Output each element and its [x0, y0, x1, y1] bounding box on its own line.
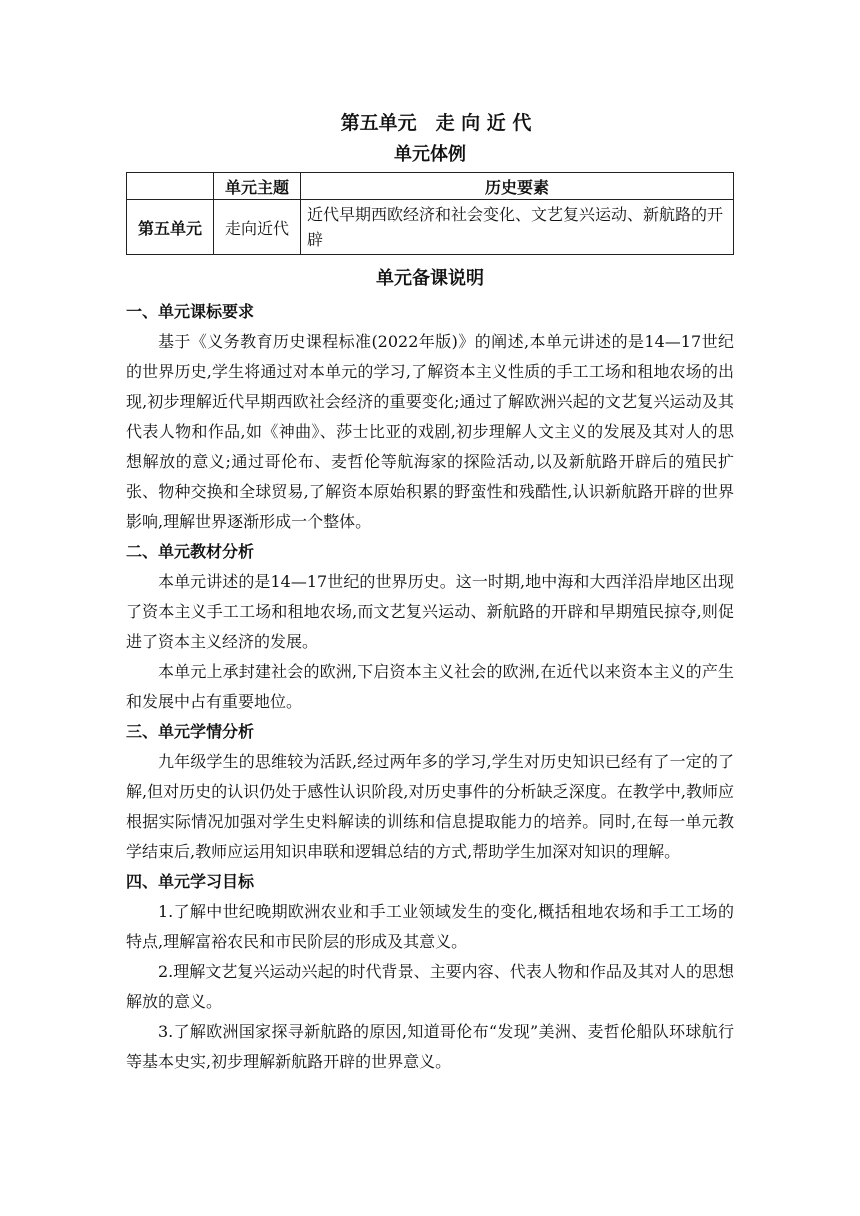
unit-title: 第五单元 走 向 近 代	[340, 112, 532, 134]
goal-item: 1.了解中世纪晚期欧洲农业和手工业领域发生的变化,概括租地农场和手工工场的特点,理解富裕农民和市民阶层的形成及其意义。	[126, 902, 734, 951]
table-header-cell	[127, 173, 214, 200]
section-heading: 一、单元课标要求	[126, 302, 255, 321]
table-cell-unit: 第五单元	[127, 200, 214, 255]
layout-title: 单元体例	[394, 144, 466, 165]
section-heading: 四、单元学习目标	[126, 872, 255, 891]
table-header-row	[127, 173, 734, 200]
section-paragraph: 基于《义务教育历史课程标准(2022年版)》的阐述,本单元讲述的是14—17世纪的世界历史,学生将通过对本单元的学习,了解资本主义性质的手工工场和租地农场的出现,初步理解近代早期西欧社会经济的重要变化;通过了解欧洲兴起的文艺复兴运动及其代表人物和作品,如《神曲》、莎士比亚的戏剧,初步理解人文主义的发展及其对人的思想解放的意义;通过哥伦布、麦哲伦等航海家的探险活动,以及新航路开辟后的殖民扩张、物种交换和全球贸易,了解资本原始积累的野蛮性和残酷性,认识新航路开辟的世界影响,理解世界逐渐形成一个整体。	[126, 332, 734, 531]
goal-item: 3.了解欧洲国家探寻新航路的原因,知道哥伦布“发现”美洲、麦哲伦船队环球航行等基本史实,初步理解新航路开辟的世界意义。	[126, 1022, 734, 1071]
section-paragraph: 本单元上承封建社会的欧洲,下启资本主义社会的欧洲,在近代以来资本主义的产生和发展中占有重要地位。	[126, 662, 734, 711]
section-textbook-analysis	[126, 537, 734, 717]
unit-layout-table	[126, 172, 734, 255]
section-standards	[126, 297, 734, 537]
section-heading: 二、单元教材分析	[126, 542, 255, 561]
prep-title: 单元备课说明	[376, 268, 484, 289]
table-cell-theme: 走向近代	[214, 200, 301, 255]
table-row	[127, 200, 734, 255]
table-header-elements: 历史要素	[301, 173, 734, 200]
table-cell-elements: 近代早期西欧经济和社会变化、文艺复兴运动、新航路的开辟	[301, 200, 734, 255]
section-student-analysis	[126, 717, 734, 867]
section-heading: 三、单元学情分析	[126, 722, 255, 741]
section-learning-goals	[126, 867, 734, 1077]
table-header-theme: 单元主题	[214, 173, 301, 200]
section-paragraph: 九年级学生的思维较为活跃,经过两年多的学习,学生对历史知识已经有了一定的了解,但对历史的认识仍处于感性认识阶段,对历史事件的分析缺乏深度。在教学中,教师应根据实际情况加强对学生史料解读的训练和信息提取能力的培养。同时,在每一单元教学结束后,教师应运用知识串联和逻辑总结的方式,帮助学生加深对知识的理解。	[126, 752, 734, 861]
document-page	[126, 108, 734, 1077]
section-paragraph: 本单元讲述的是14—17世纪的世界历史。这一时期,地中海和大西洋沿岸地区出现了资本主义手工工场和租地农场,而文艺复兴运动、新航路的开辟和早期殖民掠夺,则促进了资本主义经济的发展。	[126, 572, 734, 651]
goal-item: 2.理解文艺复兴运动兴起的时代背景、主要内容、代表人物和作品及其对人的思想解放的意义。	[126, 962, 734, 1011]
